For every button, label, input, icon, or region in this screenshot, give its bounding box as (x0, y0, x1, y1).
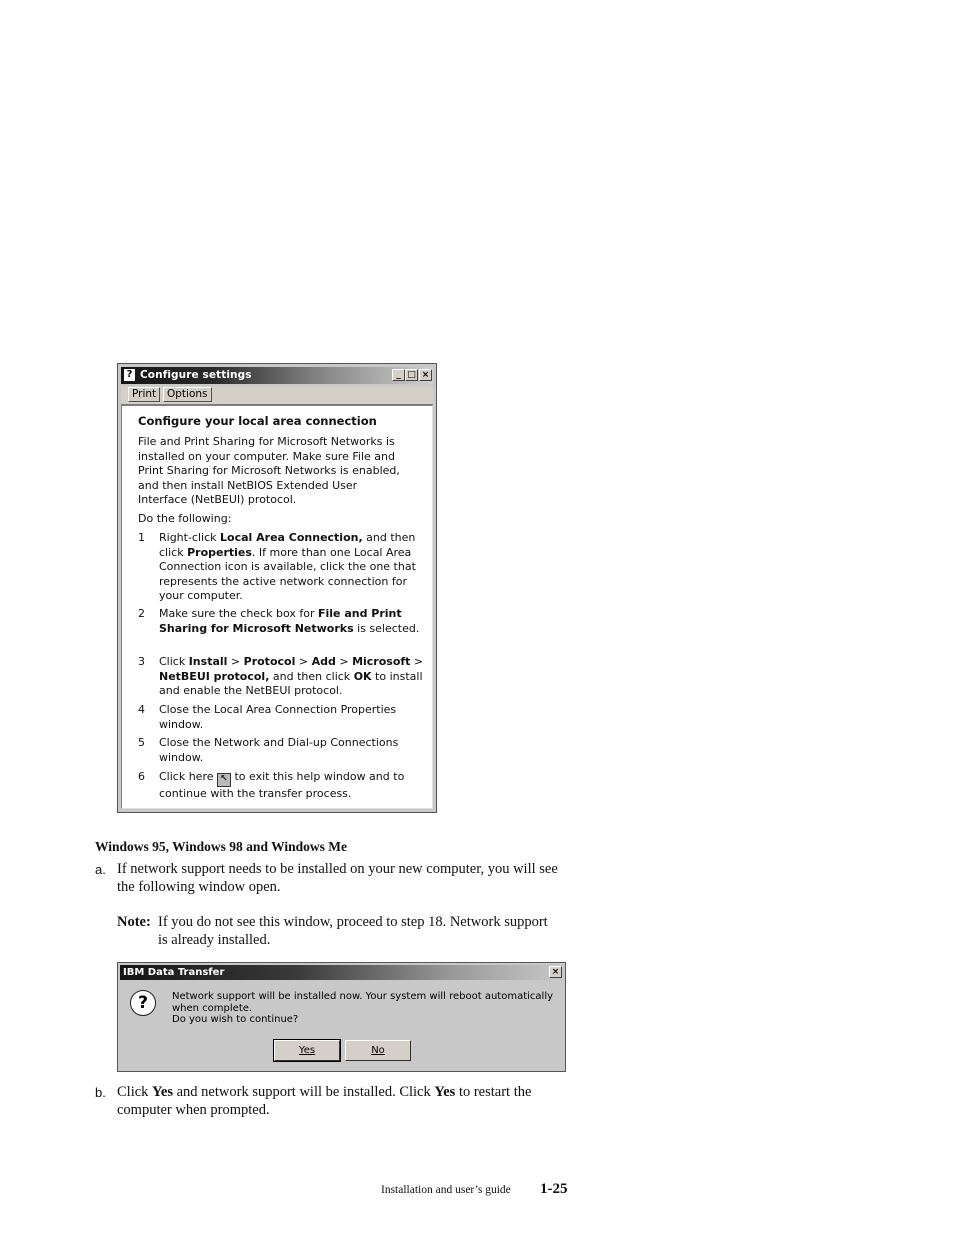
dialog-message: Network support will be installed now. Your system will reboot automatically when complete. (172, 991, 554, 1014)
intro-line: and then install NetBIOS Extended User (138, 478, 358, 492)
help-window-title: Configure settings (140, 369, 252, 381)
intro-line: Interface (NetBEUI) protocol. (138, 493, 297, 506)
step-number: 2 (138, 607, 145, 620)
dialog-question: Do you wish to continue? (172, 1014, 299, 1025)
step-text: Click here ↖ to exit this help window and to continue with the transfer process. (159, 770, 405, 800)
note-label: Note: (117, 914, 151, 930)
help-window (117, 363, 437, 813)
intro-line: Print Sharing for Microsoft Networks is enabled, (138, 464, 400, 477)
yes-label: Yes (298, 1045, 316, 1056)
yes-button[interactable] (274, 1040, 340, 1061)
dialog-titlebar[interactable] (120, 965, 563, 980)
step-number: 4 (138, 703, 145, 716)
step-number: 5 (138, 736, 145, 749)
help-content (121, 405, 433, 809)
footer-text: Installation and user’s guide (381, 1184, 511, 1196)
list-marker-a: a. (95, 862, 106, 877)
help-menubar (121, 386, 433, 405)
options-button[interactable]: Options (163, 387, 212, 402)
help-intro (138, 435, 428, 508)
step-number: 6 (138, 770, 145, 783)
list-marker-b: b. (95, 1085, 106, 1100)
intro-line: File and Print Sharing for Microsoft Networks is (138, 435, 395, 448)
dialog-title: IBM Data Transfer (123, 967, 225, 978)
no-button[interactable] (345, 1040, 411, 1061)
help-icon: ? (124, 369, 135, 381)
close-icon[interactable]: × (419, 369, 432, 381)
step-text: Make sure the check box for File and Print Sharing for Microsoft Networks is selected. (159, 607, 420, 635)
help-window-titlebar[interactable] (121, 367, 433, 384)
minimize-icon[interactable]: _ (392, 369, 405, 381)
step-text: Close the Network and Dial-up Connections window. (159, 736, 399, 764)
help-heading: Configure your local area connection (138, 414, 377, 428)
step-text: Right-click Local Area Connection, and then click Properties. If more than one Local Area Connection icon is available, click the one that represents the active network connection for your computer. (159, 531, 416, 602)
note-text: If you do not see this window, proceed to step 18. Network support is already installed. (158, 914, 548, 948)
intro-line: installed on your computer. Make sure File and (138, 449, 395, 463)
maximize-icon[interactable]: □ (405, 369, 418, 381)
question-icon: ? (130, 990, 156, 1016)
step-text: Close the Local Area Connection Properties window. (159, 703, 397, 731)
do-following: Do the following: (138, 512, 232, 525)
step-number: 3 (138, 655, 145, 668)
exit-help-icon[interactable]: ↖ (217, 773, 231, 787)
close-icon[interactable]: × (549, 966, 562, 978)
print-button[interactable]: Print (128, 387, 160, 402)
step-number: 1 (138, 531, 145, 544)
page-number: 1-25 (540, 1181, 568, 1197)
step-text: Click Install > Protocol > Add > Microsoft > NetBEUI protocol, and then click OK to install and enable the NetBEUI protocol. (159, 655, 424, 697)
section-title: Windows 95, Windows 98 and Windows Me (95, 839, 347, 854)
no-label: No (371, 1045, 385, 1056)
item-b-text: Click Yes and network support will be installed. Click Yes to restart the computer when prompted. (117, 1084, 532, 1118)
item-a-text: If network support needs to be installed on your new computer, you will see the following window open. (117, 861, 558, 895)
